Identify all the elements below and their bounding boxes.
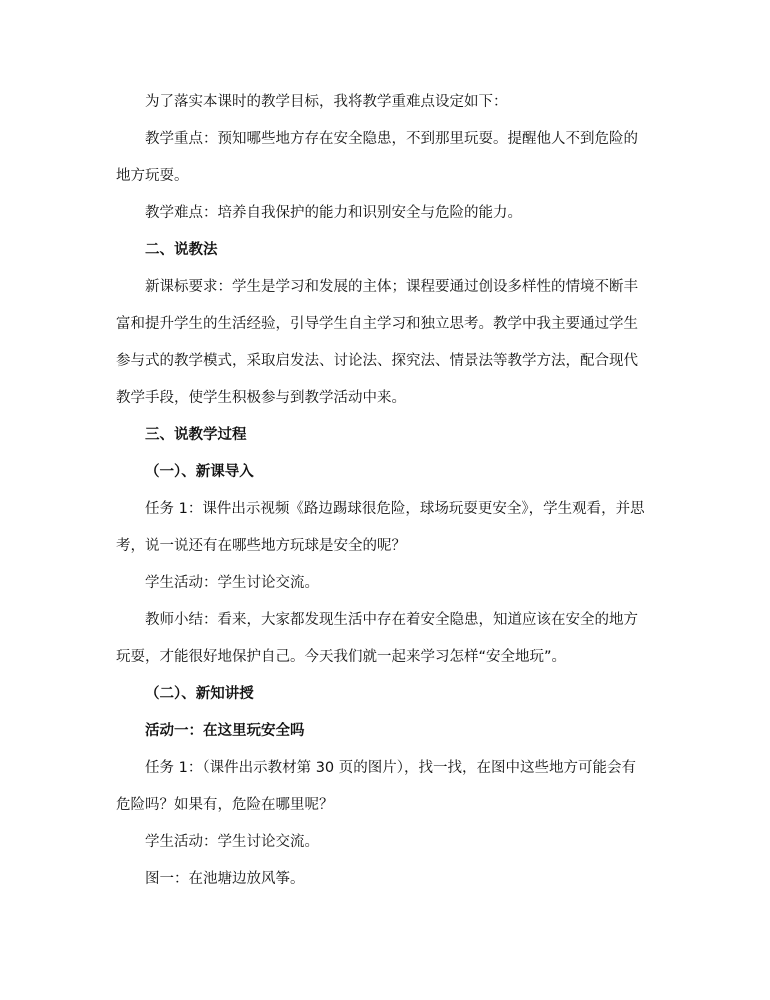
activity-heading-one: 活动一：在这里玩安全吗 [145, 723, 305, 739]
paragraph-intro: 为了落实本课时的教学目标，我将教学重难点设定如下： [145, 94, 508, 110]
paragraph-teaching-difficulty: 教学难点：培养自我保护的能力和识别安全与危险的能力。 [145, 205, 522, 221]
paragraph-curriculum: 新课标要求：学生是学习和发展的主体；课程要通过创设多样性的情境不断丰富和提升学生的生活经验，引导学生自主学习和独立思考。教学中我主要通过学生参与式的教学模式，采取启发法、讨论法、探究法、情景法等教学方法，配合现代教学手段，使学生积极参与到教学活动中来。 [116, 279, 638, 406]
subsection-heading-intro: （一）、新课导入 [145, 464, 254, 480]
subsection-heading-new-knowledge: （二）、新知讲授 [145, 686, 254, 702]
paragraph-student-activity-1: 学生活动：学生讨论交流。 [145, 575, 319, 591]
paragraph-figure-one: 图一：在池塘边放风筝。 [145, 871, 305, 887]
paragraph-teacher-summary: 教师小结：看来，大家都发现生活中存在着安全隐患，知道应该在安全的地方玩耍，才能很好地保护自己。今天我们就一起来学习怎样“安全地玩”。 [116, 612, 638, 665]
paragraph-student-activity-2: 学生活动：学生讨论交流。 [145, 834, 319, 850]
paragraph-task-1-image: 任务 1：（课件出示教材第 30 页的图片），找一找，在图中这些地方可能会有危险吗？如果有，危险在哪里呢？ [116, 760, 637, 813]
paragraph-teaching-focus: 教学重点：预知哪些地方存在安全隐患，不到那里玩耍。提醒他人不到危险的地方玩耍。 [116, 131, 638, 184]
section-heading-method: 二、说教法 [145, 242, 218, 258]
section-heading-process: 三、说教学过程 [145, 427, 247, 443]
paragraph-task-1-video: 任务 1：课件出示视频《路边踢球很危险，球场玩耍更安全》，学生观看，并思考，说一说还有在哪些地方玩球是安全的呢？ [116, 501, 645, 554]
